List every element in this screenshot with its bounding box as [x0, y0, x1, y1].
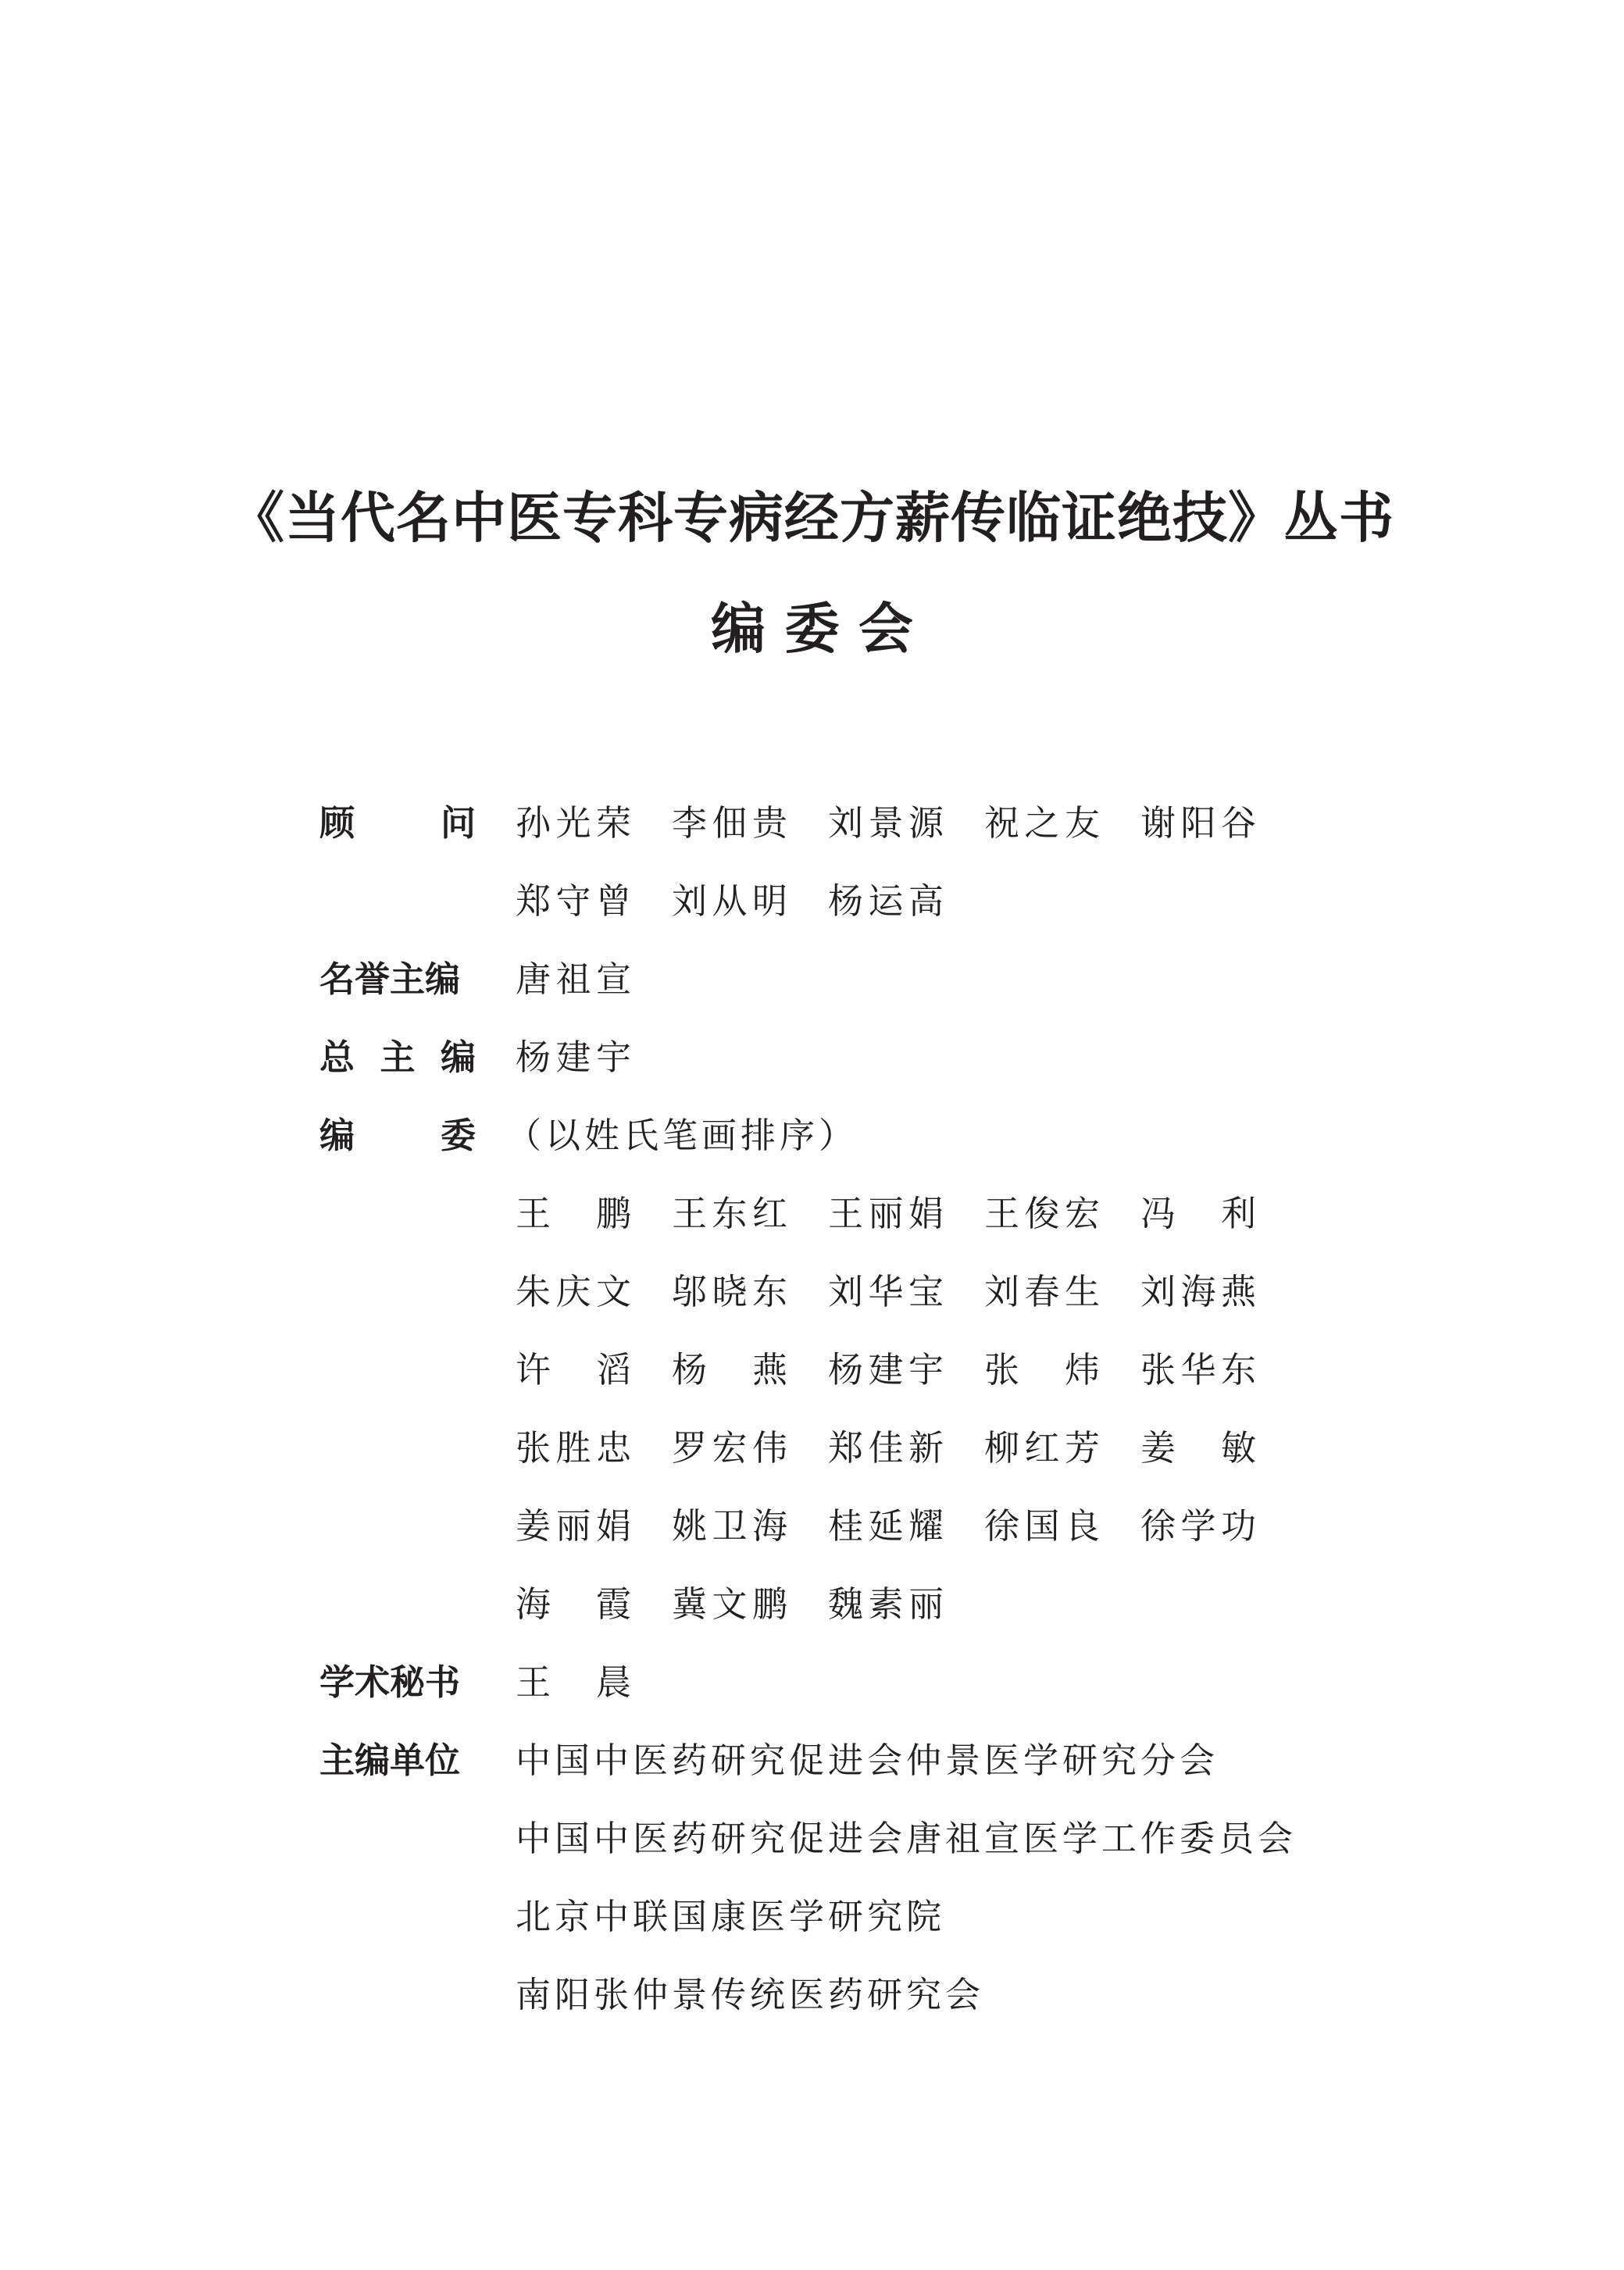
committee-member: 杨燕 [672, 1349, 787, 1390]
advisor-name: 郑守曾 [516, 880, 631, 922]
advisor-name: 孙光荣 [516, 802, 631, 844]
committee-member: 许滔 [516, 1349, 631, 1390]
organizer-line: 中国中医药研究促进会唐祖宣医学工作委员会 [516, 1818, 1297, 1859]
committee-member: 冀文鹏 [672, 1583, 787, 1625]
advisors-label: 顾问 [319, 802, 476, 844]
honorary-editor-name: 唐祖宣 [516, 958, 631, 1000]
committee-member: 邬晓东 [672, 1271, 787, 1312]
committee-member: 王俊宏 [984, 1193, 1100, 1234]
committee-member: 姚卫海 [672, 1505, 787, 1547]
chief-editor-label: 总主编 [319, 1037, 476, 1078]
advisor-name: 谢阳谷 [1140, 802, 1256, 844]
secretary-name: 王晨 [516, 1661, 631, 1703]
book-series-title: 《当代名中医专科专病经方薪传临证绝技》丛书 [230, 485, 1394, 550]
committee-member: 张炜 [984, 1349, 1100, 1390]
committee-label: 编委 [319, 1115, 476, 1156]
committee-member: 柳红芳 [984, 1427, 1100, 1469]
advisor-name: 祝之友 [984, 802, 1100, 844]
committee-member: 徐学功 [1140, 1505, 1256, 1547]
committee-member: 朱庆文 [516, 1271, 631, 1312]
committee-member: 罗宏伟 [672, 1427, 787, 1469]
committee-member: 刘海燕 [1140, 1271, 1256, 1312]
committee-member: 姜丽娟 [516, 1505, 631, 1547]
committee-member: 张华东 [1140, 1349, 1256, 1390]
committee-member: 海霞 [516, 1583, 631, 1625]
honorary-editor-label: 名誉主编 [319, 958, 461, 1000]
committee-member: 刘华宝 [828, 1271, 944, 1312]
committee-member: 姜敏 [1140, 1427, 1256, 1469]
committee-member: 王丽娟 [828, 1193, 944, 1234]
committee-member: 桂延耀 [828, 1505, 944, 1547]
organizers-label: 主编单位 [319, 1740, 461, 1781]
committee-member: 徐国良 [984, 1505, 1100, 1547]
committee-member: 张胜忠 [516, 1427, 631, 1469]
organizer-line: 中国中医药研究促进会仲景医学研究分会 [516, 1740, 1219, 1781]
committee-member: 刘春生 [984, 1271, 1100, 1312]
secretary-label: 学术秘书 [319, 1661, 461, 1703]
advisor-name: 刘景源 [828, 802, 944, 844]
chief-editor-name: 杨建宇 [516, 1037, 631, 1078]
advisor-name: 李佃贵 [672, 802, 787, 844]
committee-member: 魏素丽 [828, 1583, 944, 1625]
advisor-name: 杨运高 [828, 880, 944, 922]
committee-member: 王鹏 [516, 1193, 631, 1234]
organizer-line: 北京中联国康医学研究院 [516, 1896, 946, 1937]
committee-member: 冯利 [1140, 1193, 1256, 1234]
committee-member: 杨建宇 [828, 1349, 944, 1390]
committee-member: 王东红 [672, 1193, 787, 1234]
committee-member: 郑佳新 [828, 1427, 944, 1469]
advisor-name: 刘从明 [672, 880, 787, 922]
committee-heading: 编 委 会 [711, 596, 913, 661]
committee-sort-note: （以姓氏笔画排序） [506, 1115, 858, 1156]
organizer-line: 南阳张仲景传统医药研究会 [516, 1974, 985, 2015]
